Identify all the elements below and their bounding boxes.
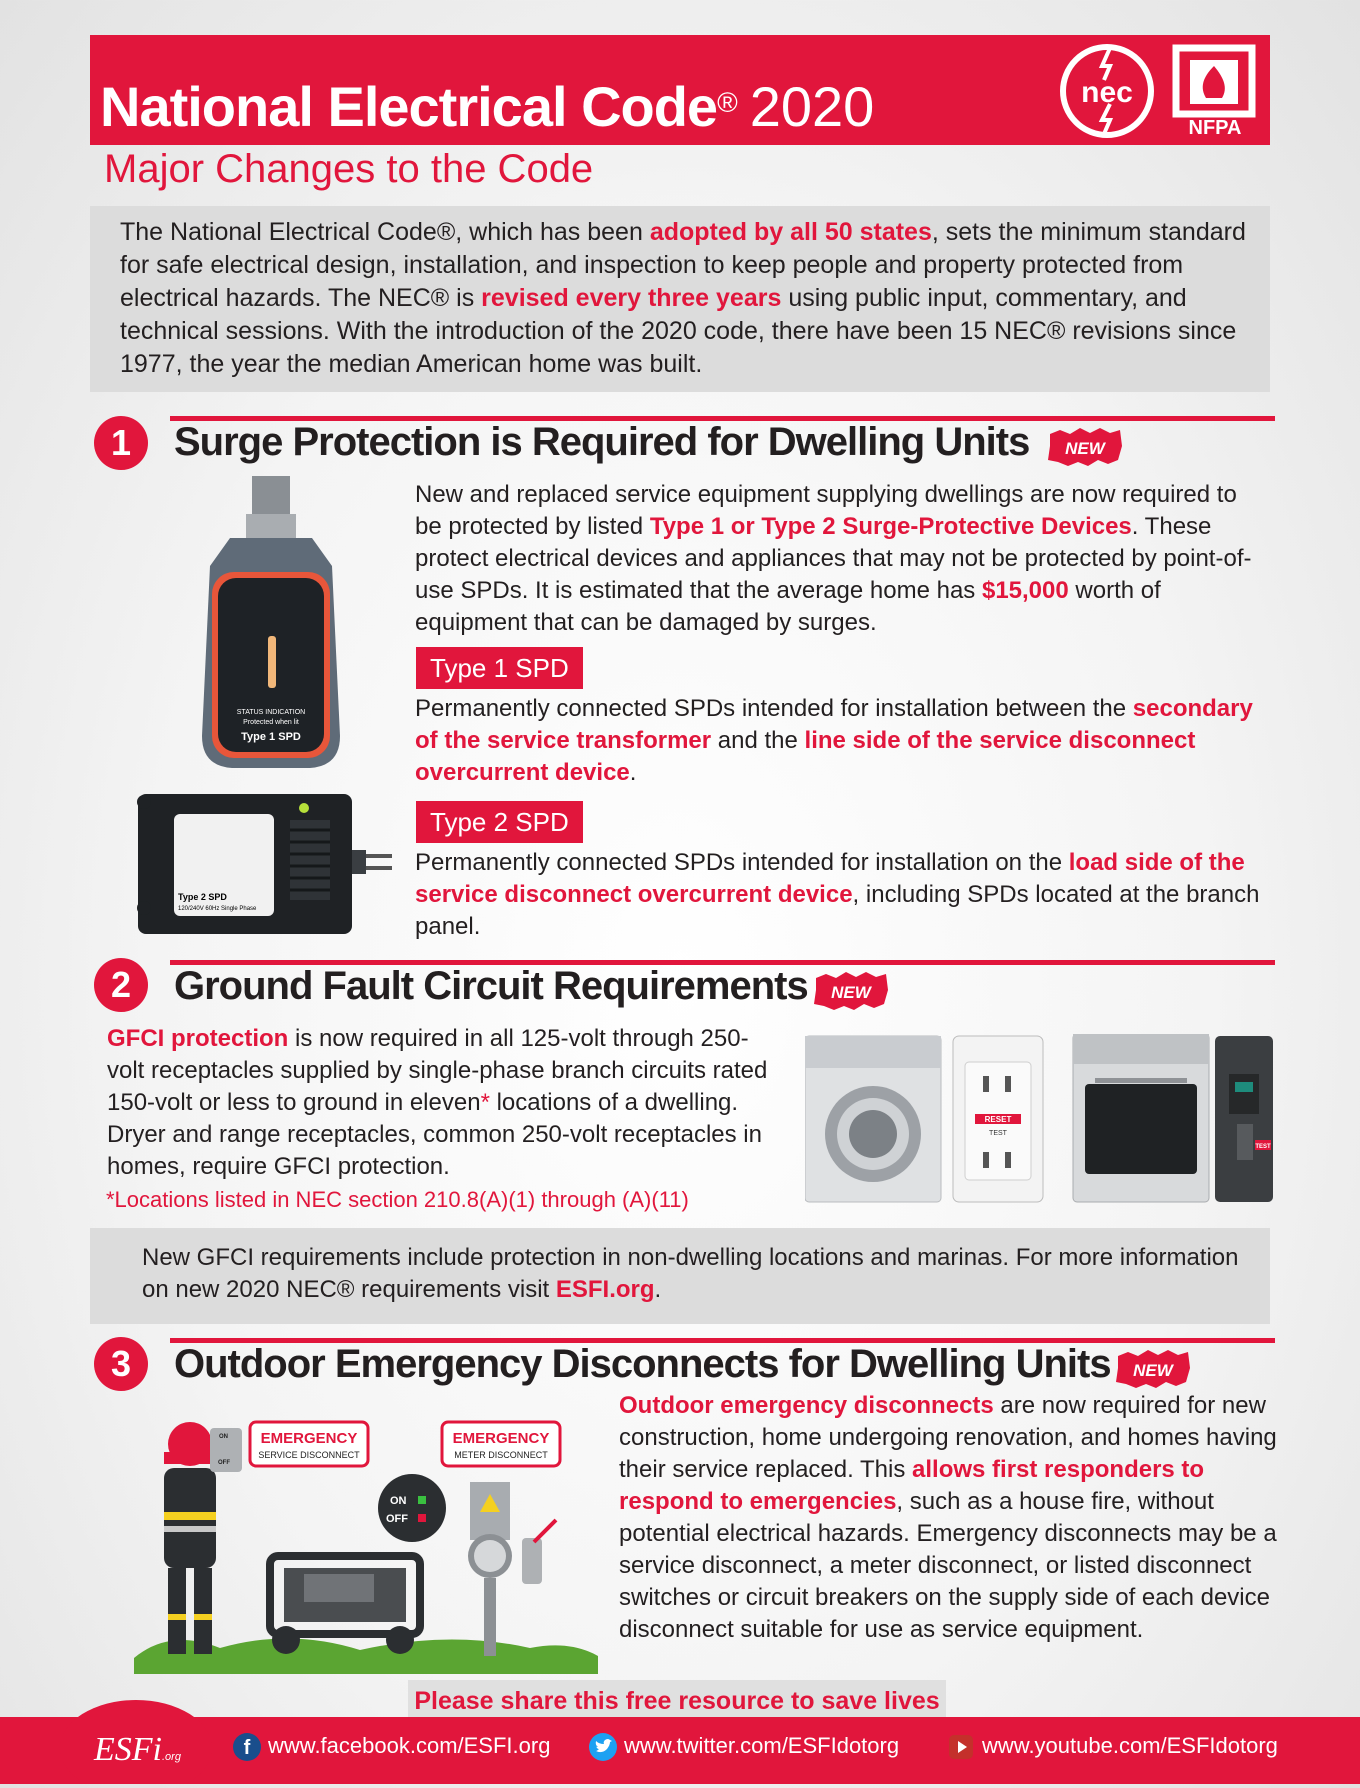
type1-text: Permanently connected SPDs intended for installation between the secondary of the service transformer and the line side of the service disconnect overcurrent device.: [415, 695, 1253, 786]
svg-text:TEST: TEST: [1255, 1144, 1271, 1150]
nfpa-logo: [1172, 44, 1258, 140]
svg-text:TEST: TEST: [989, 1130, 1007, 1137]
svg-text:NEW: NEW: [831, 983, 871, 1002]
youtube-link[interactable]: www.youtube.com/ESFIdotorg: [946, 1732, 1278, 1762]
svg-text:RESET: RESET: [984, 1115, 1012, 1124]
section1-heading: Surge Protection is Required for Dwelling Units: [174, 420, 1030, 464]
svg-text:NEW: NEW: [1065, 439, 1105, 458]
section3-text: Outdoor emergency disconnects are now required for new construction, home undergoing renovation, and homes having their service replaced. This allows first responders to respond to emergencies, such as a house fire, without potential electrical hazards. Emergency disconnects may be a service disconnect, a meter disconnect, or listed disconnect switches or circuit breakers on the supply side of each device disconnect suitable for use as service equipment.: [619, 1392, 1277, 1643]
type2-tag: Type 2 SPD: [416, 801, 583, 843]
page-subtitle: Major Changes to the Code: [104, 147, 594, 191]
share-message: Please share this free resource to save lives: [414, 1687, 940, 1715]
svg-text:NFPA: NFPA: [1188, 117, 1242, 139]
svg-text:OFF: OFF: [386, 1513, 408, 1525]
svg-text:Type 2 SPD: Type 2 SPD: [178, 892, 227, 902]
section3-heading: Outdoor Emergency Disconnects for Dwelling Units: [174, 1342, 1111, 1386]
svg-text:f: f: [243, 1737, 251, 1759]
svg-text:Protected when lit: Protected when lit: [243, 719, 299, 726]
svg-text:ON: ON: [219, 1434, 228, 1440]
type1-spd-illustration: [190, 476, 352, 772]
esfi-link[interactable]: ESFI.org: [555, 1276, 655, 1303]
svg-text:OFF: OFF: [218, 1460, 230, 1466]
section3-number: 3: [94, 1337, 148, 1391]
svg-text:STATUS INDICATION: STATUS INDICATION: [236, 709, 306, 716]
svg-text:NEW: NEW: [1133, 1361, 1173, 1380]
type2-text: Permanently connected SPDs intended for installation on the load side of the service disconnect overcurrent device, including SPDs located at the branch panel.: [415, 849, 1260, 940]
new-badge: [812, 970, 890, 1012]
intro-text: The National Electrical Code®, which has been adopted by all 50 states, sets the minimum standard for safe electrical design, installation, and inspection to keep people and property protected from electrical hazards. The NEC® is revised every three years using public input, commentary, and technical sessions. With the introduction of the 2020 code, there have been 15 NEC® revisions since 1977, the year the median American home was built.: [120, 218, 1246, 378]
svg-text:ESFi: ESFi: [94, 1731, 162, 1768]
twitter-icon: [588, 1732, 618, 1762]
section1-number: 1: [94, 416, 148, 470]
new-badge: [1046, 426, 1124, 468]
youtube-icon: [946, 1732, 976, 1762]
section1-text: New and replaced service equipment supplying dwellings are now required to be protected by listed Type 1 or Type 2 Surge-Protective Devices. These protect electrical devices and appliances that may not be protected by point-of-use SPDs. It is estimated that the average home has $15,000 worth of equipment that can be damaged by surges.: [415, 481, 1252, 636]
twitter-link[interactable]: www.twitter.com/ESFIdotorg: [588, 1732, 899, 1762]
svg-text:120/240V 60Hz Single Phase: 120/240V 60Hz Single Phase: [178, 906, 257, 912]
svg-text:EMERGENCY: EMERGENCY: [452, 1430, 550, 1447]
svg-text:METER DISCONNECT: METER DISCONNECT: [454, 1450, 548, 1460]
emergency-disconnect-illustration: [130, 1408, 600, 1678]
svg-text:.org: .org: [162, 1751, 181, 1763]
gfci-note-panel: [90, 1228, 1270, 1324]
nec-logo: [1058, 42, 1156, 140]
section2-footnote: *Locations listed in NEC section 210.8(A)(1) through (A)(11): [106, 1187, 689, 1212]
section2-text: GFCI protection is now required in all 125-volt through 250-volt receptacles supplied by single-phase branch circuits rated 150-volt or less to ground in eleven* locations of a dwelling. Dryer and range receptacles, common 250-volt receptacles in homes, require GFCI protection.: [107, 1025, 768, 1180]
svg-text:SERVICE DISCONNECT: SERVICE DISCONNECT: [258, 1450, 360, 1460]
gfci-note-text: New GFCI requirements include protection in non-dwelling locations and marinas. For more information on new 2020 NEC® requirements visit ESFI.org.: [142, 1244, 1239, 1303]
esfi-logo[interactable]: [58, 1686, 214, 1784]
svg-text:nec: nec: [1081, 76, 1133, 109]
type2-spd-illustration: [134, 790, 396, 940]
section2-number: 2: [94, 958, 148, 1012]
svg-text:Type 1 SPD: Type 1 SPD: [241, 731, 301, 743]
facebook-icon: [232, 1732, 262, 1762]
intro-panel: [90, 206, 1270, 392]
page-title: National Electrical Code® 2020: [100, 75, 875, 138]
new-badge: [1114, 1348, 1192, 1390]
section2-heading: Ground Fault Circuit Requirements: [174, 964, 808, 1008]
gfci-appliances-illustration: [805, 1034, 1275, 1204]
svg-text:ON: ON: [390, 1495, 407, 1507]
facebook-link[interactable]: f www.facebook.com/ESFI.org: [232, 1732, 550, 1762]
type1-tag: Type 1 SPD: [416, 647, 583, 689]
svg-text:EMERGENCY: EMERGENCY: [260, 1430, 358, 1447]
